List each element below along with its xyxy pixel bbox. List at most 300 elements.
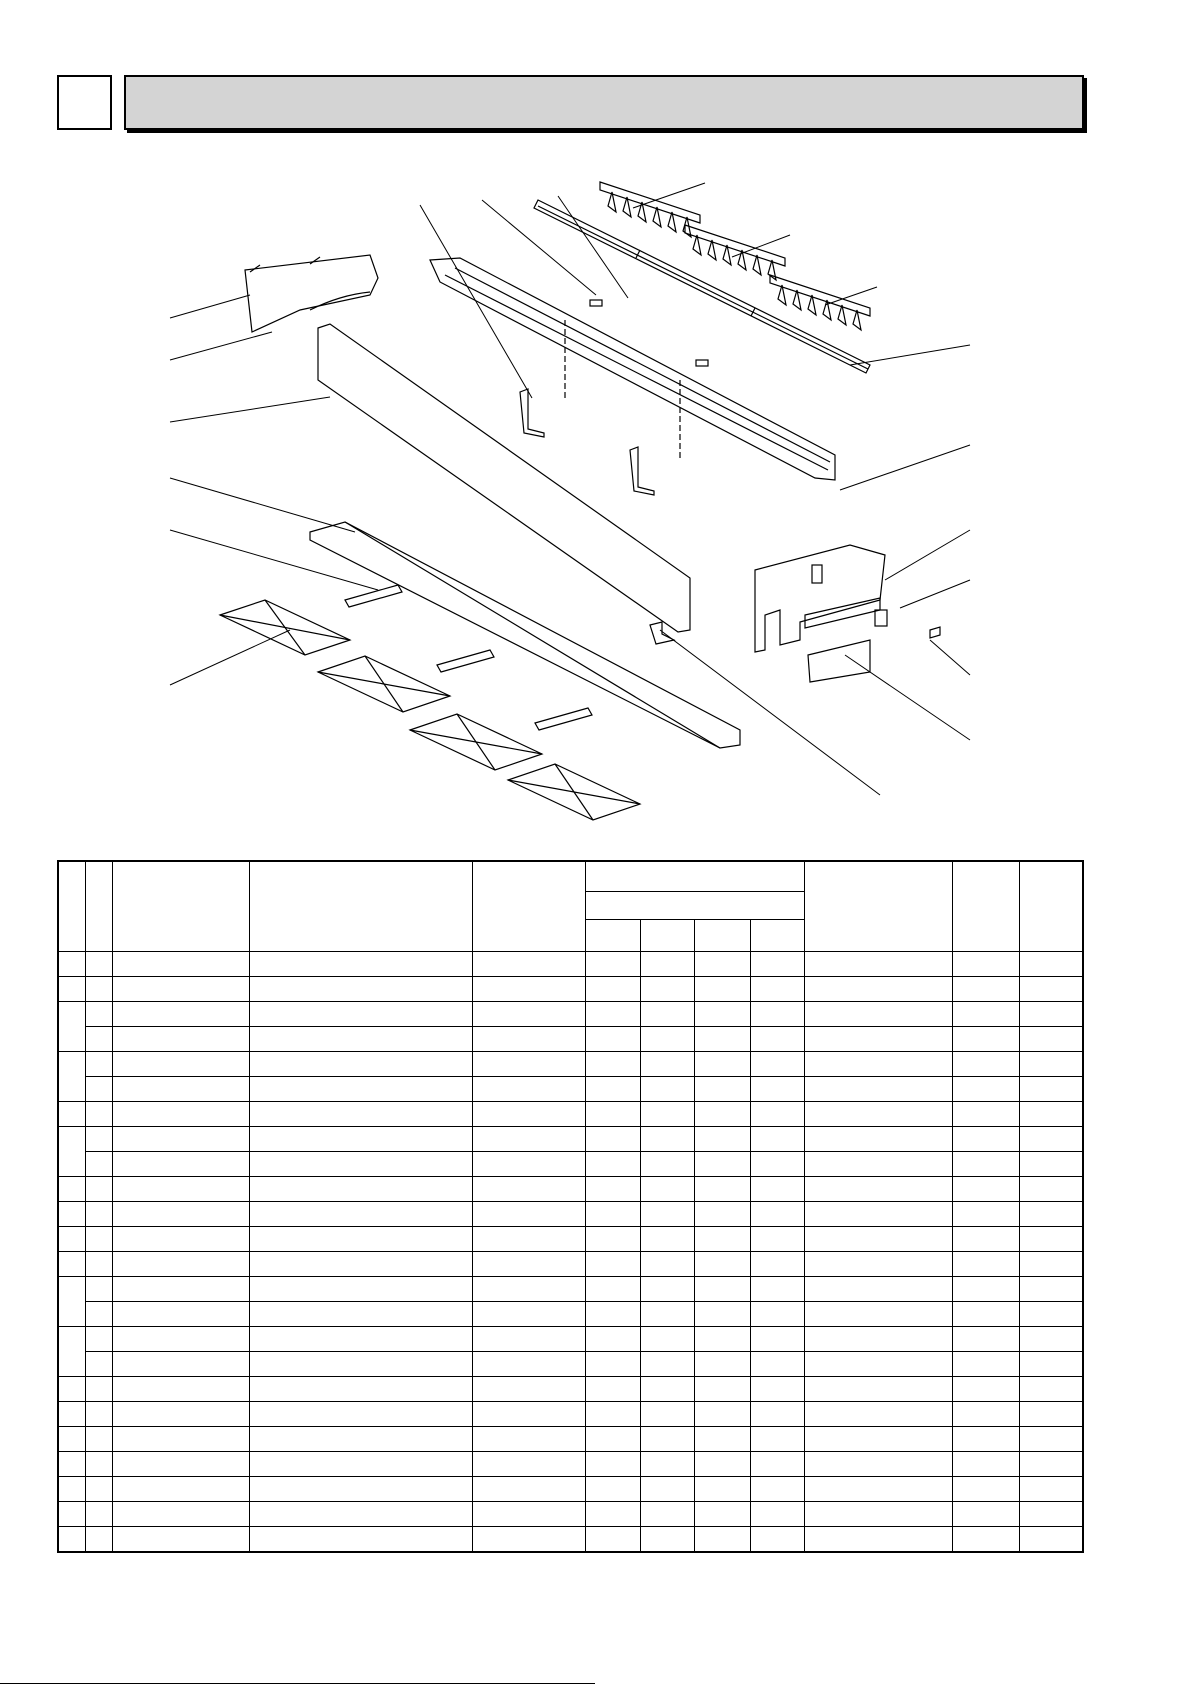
table-cell bbox=[1020, 1201, 1083, 1226]
table-cell bbox=[85, 1176, 112, 1201]
small-parts-right bbox=[808, 610, 940, 682]
table-cell bbox=[472, 1176, 585, 1201]
page-title-bar bbox=[124, 75, 1084, 130]
table-cell bbox=[804, 1476, 952, 1501]
table-cell bbox=[640, 1401, 694, 1426]
table-cell bbox=[695, 1326, 750, 1351]
table-cell bbox=[472, 1476, 585, 1501]
table-cell bbox=[695, 1051, 750, 1076]
table-cell bbox=[472, 951, 585, 976]
table-cell bbox=[85, 1326, 112, 1351]
table-cell bbox=[952, 1426, 1019, 1451]
leader-lines bbox=[170, 183, 970, 795]
table-row bbox=[58, 1026, 1083, 1051]
col-header-model-group bbox=[585, 891, 804, 919]
table-cell bbox=[85, 1001, 112, 1026]
table-cell bbox=[1020, 1401, 1083, 1426]
table-cell bbox=[750, 1076, 804, 1101]
table-cell bbox=[1020, 1476, 1083, 1501]
col-header-wiring bbox=[952, 861, 1019, 951]
table-row bbox=[58, 1426, 1083, 1451]
table-cell bbox=[249, 1276, 472, 1301]
table-cell bbox=[585, 1076, 640, 1101]
table-cell bbox=[1020, 1151, 1083, 1176]
table-cell bbox=[249, 976, 472, 1001]
table-cell bbox=[85, 1401, 112, 1426]
table-cell bbox=[640, 1076, 694, 1101]
table-cell bbox=[640, 1251, 694, 1276]
col-header-model-c bbox=[695, 919, 750, 951]
table-cell bbox=[804, 1501, 952, 1526]
table-cell bbox=[750, 1026, 804, 1051]
table-cell bbox=[695, 1176, 750, 1201]
table-cell bbox=[952, 1526, 1019, 1552]
table-cell bbox=[804, 1326, 952, 1351]
table-cell bbox=[1020, 1051, 1083, 1076]
col-header-sub bbox=[85, 861, 112, 951]
leader-line bbox=[840, 445, 970, 490]
table-cell bbox=[804, 1001, 952, 1026]
table-cell bbox=[804, 1126, 952, 1151]
table-cell bbox=[585, 1201, 640, 1226]
table-cell bbox=[750, 1226, 804, 1251]
table-row bbox=[58, 1276, 1083, 1301]
leader-line bbox=[930, 640, 970, 675]
table-cell bbox=[85, 1251, 112, 1276]
table-cell bbox=[249, 1026, 472, 1051]
table-cell bbox=[750, 1451, 804, 1476]
table-cell bbox=[695, 951, 750, 976]
cell-ref-no bbox=[58, 1176, 85, 1201]
table-cell bbox=[750, 1301, 804, 1326]
table-cell bbox=[249, 1501, 472, 1526]
table-cell bbox=[1020, 1501, 1083, 1526]
table-cell bbox=[472, 1451, 585, 1476]
table-cell bbox=[112, 1101, 249, 1126]
table-cell bbox=[85, 1101, 112, 1126]
table-cell bbox=[112, 1351, 249, 1376]
table-cell bbox=[952, 1226, 1019, 1251]
table-cell bbox=[472, 1001, 585, 1026]
table-cell bbox=[585, 1176, 640, 1201]
vane-shaft bbox=[534, 200, 870, 373]
table-cell bbox=[952, 1451, 1019, 1476]
table-cell bbox=[1020, 1101, 1083, 1126]
table-cell bbox=[804, 1101, 952, 1126]
leader-line bbox=[170, 478, 355, 532]
table-cell bbox=[750, 1426, 804, 1451]
cell-ref-no bbox=[58, 1276, 85, 1326]
table-cell bbox=[249, 1126, 472, 1151]
filter-guides bbox=[345, 585, 592, 730]
table-cell bbox=[249, 1401, 472, 1426]
table-cell bbox=[640, 1426, 694, 1451]
table-cell bbox=[804, 1451, 952, 1476]
table-cell bbox=[750, 1176, 804, 1201]
parts-list-table bbox=[57, 860, 1084, 1553]
table-cell bbox=[85, 1126, 112, 1151]
table-cell bbox=[750, 1351, 804, 1376]
col-header-part-no bbox=[112, 861, 249, 951]
table-row bbox=[58, 1326, 1083, 1351]
table-cell bbox=[249, 1351, 472, 1376]
table-cell bbox=[750, 1501, 804, 1526]
table-cell bbox=[695, 1426, 750, 1451]
table-cell bbox=[695, 1476, 750, 1501]
table-cell bbox=[85, 1501, 112, 1526]
table-cell bbox=[472, 1301, 585, 1326]
table-cell bbox=[952, 1251, 1019, 1276]
table-cell bbox=[750, 951, 804, 976]
cell-ref-no bbox=[58, 1501, 85, 1526]
table-cell bbox=[85, 1426, 112, 1451]
table-cell bbox=[472, 1051, 585, 1076]
table-cell bbox=[1020, 1026, 1083, 1051]
table-row bbox=[58, 1251, 1083, 1276]
table-cell bbox=[112, 1126, 249, 1151]
table-cell bbox=[249, 1201, 472, 1226]
table-cell bbox=[952, 1276, 1019, 1301]
leader-line bbox=[885, 530, 970, 580]
table-cell bbox=[804, 1251, 952, 1276]
table-cell bbox=[804, 976, 952, 1001]
table-cell bbox=[695, 1451, 750, 1476]
table-cell bbox=[112, 1151, 249, 1176]
table-cell bbox=[85, 1276, 112, 1301]
table-cell bbox=[112, 1001, 249, 1026]
table-cell bbox=[585, 1051, 640, 1076]
table-cell bbox=[804, 1076, 952, 1101]
table-cell bbox=[585, 1451, 640, 1476]
table-cell bbox=[952, 1351, 1019, 1376]
table-cell bbox=[585, 1351, 640, 1376]
table-cell bbox=[640, 1301, 694, 1326]
table-cell bbox=[952, 1376, 1019, 1401]
leader-line bbox=[558, 196, 628, 298]
table-cell bbox=[112, 1426, 249, 1451]
table-cell bbox=[249, 1051, 472, 1076]
table-cell bbox=[804, 1226, 952, 1251]
table-row bbox=[58, 1176, 1083, 1201]
table-cell bbox=[640, 951, 694, 976]
table-row bbox=[58, 1301, 1083, 1326]
table-cell bbox=[640, 1176, 694, 1201]
table-cell bbox=[112, 1501, 249, 1526]
cell-ref-no bbox=[58, 1401, 85, 1426]
table-cell bbox=[695, 1226, 750, 1251]
table-cell bbox=[640, 1376, 694, 1401]
table-cell bbox=[472, 1126, 585, 1151]
table-cell bbox=[640, 1051, 694, 1076]
table-row bbox=[58, 1476, 1083, 1501]
table-cell bbox=[85, 1026, 112, 1051]
leader-line bbox=[170, 295, 250, 318]
table-cell bbox=[640, 1151, 694, 1176]
table-cell bbox=[85, 976, 112, 1001]
table-cell bbox=[85, 1226, 112, 1251]
table-cell bbox=[249, 1451, 472, 1476]
table-cell bbox=[695, 976, 750, 1001]
table-cell bbox=[952, 1051, 1019, 1076]
table-cell bbox=[585, 1376, 640, 1401]
intake-grille bbox=[310, 522, 740, 748]
leader-line bbox=[170, 530, 378, 590]
col-header-no bbox=[58, 861, 85, 951]
table-cell bbox=[640, 1276, 694, 1301]
table-cell bbox=[750, 1251, 804, 1276]
table-cell bbox=[640, 1226, 694, 1251]
table-cell bbox=[804, 951, 952, 976]
table-cell bbox=[112, 1401, 249, 1426]
table-cell bbox=[585, 976, 640, 1001]
section-number-box bbox=[57, 75, 112, 130]
leader-line bbox=[482, 200, 596, 295]
table-row bbox=[58, 1351, 1083, 1376]
table-cell bbox=[695, 1276, 750, 1301]
table-cell bbox=[472, 1151, 585, 1176]
table-row bbox=[58, 1526, 1083, 1552]
table-cell bbox=[472, 1326, 585, 1351]
cell-ref-no bbox=[58, 1476, 85, 1501]
table-row bbox=[58, 1101, 1083, 1126]
table-cell bbox=[585, 1226, 640, 1251]
table-cell bbox=[804, 1151, 952, 1176]
cell-ref-no bbox=[58, 1376, 85, 1401]
table-cell bbox=[1020, 1526, 1083, 1552]
table-cell bbox=[952, 951, 1019, 976]
table-cell bbox=[85, 951, 112, 976]
table-cell bbox=[640, 1026, 694, 1051]
table-cell bbox=[112, 1051, 249, 1076]
cell-ref-no bbox=[58, 951, 85, 976]
cell-ref-no bbox=[58, 1451, 85, 1476]
table-cell bbox=[85, 1076, 112, 1101]
table-row bbox=[58, 1001, 1083, 1026]
cell-ref-no bbox=[58, 1326, 85, 1376]
table-cell bbox=[112, 1201, 249, 1226]
table-cell bbox=[472, 1101, 585, 1126]
cell-ref-no bbox=[58, 1426, 85, 1451]
table-cell bbox=[750, 1526, 804, 1552]
table-cell bbox=[1020, 976, 1083, 1001]
table-cell bbox=[804, 1026, 952, 1051]
table-cell bbox=[804, 1351, 952, 1376]
table-cell bbox=[640, 1326, 694, 1351]
leader-line bbox=[170, 397, 330, 422]
table-cell bbox=[472, 1026, 585, 1051]
table-cell bbox=[585, 1476, 640, 1501]
table-row bbox=[58, 1451, 1083, 1476]
table-cell bbox=[750, 1476, 804, 1501]
table-row bbox=[58, 1376, 1083, 1401]
table-cell bbox=[1020, 951, 1083, 976]
table-row bbox=[58, 951, 1083, 976]
table-cell bbox=[585, 1026, 640, 1051]
table-cell bbox=[1020, 1326, 1083, 1351]
table-cell bbox=[112, 1176, 249, 1201]
table-row bbox=[58, 1126, 1083, 1151]
table-cell bbox=[585, 1326, 640, 1351]
table-cell bbox=[472, 1076, 585, 1101]
table-cell bbox=[952, 1026, 1019, 1051]
table-cell bbox=[472, 1276, 585, 1301]
table-cell bbox=[640, 1001, 694, 1026]
cell-ref-no bbox=[58, 1051, 85, 1101]
table-cell bbox=[640, 1351, 694, 1376]
table-cell bbox=[695, 1201, 750, 1226]
table-cell bbox=[249, 1151, 472, 1176]
table-cell bbox=[750, 1326, 804, 1351]
table-cell bbox=[952, 1476, 1019, 1501]
table-cell bbox=[695, 1026, 750, 1051]
table-cell bbox=[750, 1401, 804, 1426]
table-cell bbox=[952, 1201, 1019, 1226]
table-cell bbox=[1020, 1251, 1083, 1276]
table-cell bbox=[804, 1426, 952, 1451]
table-cell bbox=[952, 1176, 1019, 1201]
table-cell bbox=[472, 1201, 585, 1226]
cell-ref-no bbox=[58, 1526, 85, 1552]
col-header-qty-group bbox=[585, 861, 804, 891]
table-cell bbox=[640, 976, 694, 1001]
cell-ref-no bbox=[58, 1201, 85, 1226]
table-cell bbox=[112, 1326, 249, 1351]
table-cell bbox=[112, 951, 249, 976]
table-cell bbox=[85, 1526, 112, 1552]
col-header-specification bbox=[472, 861, 585, 951]
table-cell bbox=[952, 1401, 1019, 1426]
leader-line bbox=[900, 580, 970, 608]
leader-line bbox=[420, 205, 532, 398]
table-row bbox=[58, 1151, 1083, 1176]
table-cell bbox=[695, 1376, 750, 1401]
table-cell bbox=[952, 1301, 1019, 1326]
front-panel-bracket bbox=[650, 622, 674, 644]
table-cell bbox=[1020, 1001, 1083, 1026]
table-cell bbox=[952, 1076, 1019, 1101]
exploded-parts-diagram bbox=[0, 160, 1191, 840]
leader-line bbox=[660, 630, 880, 795]
table-cell bbox=[804, 1051, 952, 1076]
table-cell bbox=[112, 1376, 249, 1401]
table-cell bbox=[585, 951, 640, 976]
right-side-panel bbox=[755, 545, 885, 652]
table-cell bbox=[952, 1501, 1019, 1526]
table-cell bbox=[750, 1376, 804, 1401]
table-cell bbox=[472, 976, 585, 1001]
col-header-model-d bbox=[750, 919, 804, 951]
table-cell bbox=[804, 1301, 952, 1326]
table-cell bbox=[249, 1226, 472, 1251]
table-cell bbox=[585, 1426, 640, 1451]
table-row bbox=[58, 1501, 1083, 1526]
table-cell bbox=[1020, 1351, 1083, 1376]
leader-line bbox=[845, 655, 970, 740]
table-cell bbox=[112, 1526, 249, 1552]
table-row bbox=[58, 1076, 1083, 1101]
table-cell bbox=[695, 1101, 750, 1126]
table-cell bbox=[585, 1251, 640, 1276]
table-cell bbox=[112, 1251, 249, 1276]
table-cell bbox=[472, 1226, 585, 1251]
col-header-model-a bbox=[585, 919, 640, 951]
col-header-recommended bbox=[1020, 861, 1083, 951]
table-cell bbox=[112, 1026, 249, 1051]
front-panel bbox=[318, 324, 690, 632]
table-cell bbox=[85, 1376, 112, 1401]
table-cell bbox=[249, 1251, 472, 1276]
cell-ref-no bbox=[58, 1001, 85, 1051]
table-cell bbox=[695, 1526, 750, 1552]
table-cell bbox=[85, 1351, 112, 1376]
table-cell bbox=[472, 1376, 585, 1401]
table-row bbox=[58, 1401, 1083, 1426]
table-cell bbox=[750, 1151, 804, 1176]
table-cell bbox=[695, 1076, 750, 1101]
table-cell bbox=[952, 1126, 1019, 1151]
table-cell bbox=[472, 1251, 585, 1276]
table-cell bbox=[249, 1426, 472, 1451]
table-cell bbox=[695, 1401, 750, 1426]
table-cell bbox=[249, 1076, 472, 1101]
table-cell bbox=[1020, 1426, 1083, 1451]
table-cell bbox=[952, 976, 1019, 1001]
table-cell bbox=[112, 1226, 249, 1251]
table-cell bbox=[695, 1351, 750, 1376]
brackets bbox=[520, 300, 708, 495]
table-cell bbox=[85, 1201, 112, 1226]
table-cell bbox=[249, 1301, 472, 1326]
table-cell bbox=[640, 1526, 694, 1552]
col-header-remarks bbox=[804, 861, 952, 951]
footer-rule bbox=[0, 1683, 595, 1684]
table-cell bbox=[695, 1251, 750, 1276]
table-cell bbox=[750, 1126, 804, 1151]
table-cell bbox=[750, 1201, 804, 1226]
table-cell bbox=[249, 951, 472, 976]
table-cell bbox=[585, 1001, 640, 1026]
table-cell bbox=[249, 1476, 472, 1501]
table-cell bbox=[249, 1376, 472, 1401]
table-cell bbox=[585, 1526, 640, 1552]
table-cell bbox=[640, 1201, 694, 1226]
table-cell bbox=[585, 1101, 640, 1126]
air-outlet-duct bbox=[430, 258, 835, 480]
parts-table-body bbox=[58, 951, 1083, 1552]
cell-ref-no bbox=[58, 1126, 85, 1176]
table-cell bbox=[112, 1476, 249, 1501]
table-cell bbox=[112, 1451, 249, 1476]
col-header-part-name bbox=[249, 861, 472, 951]
table-cell bbox=[695, 1501, 750, 1526]
table-cell bbox=[952, 1326, 1019, 1351]
table-cell bbox=[952, 1101, 1019, 1126]
table-row bbox=[58, 1226, 1083, 1251]
table-cell bbox=[1020, 1276, 1083, 1301]
table-cell bbox=[640, 1501, 694, 1526]
table-cell bbox=[1020, 1226, 1083, 1251]
table-cell bbox=[585, 1301, 640, 1326]
table-cell bbox=[750, 1276, 804, 1301]
table-cell bbox=[695, 1126, 750, 1151]
table-cell bbox=[85, 1451, 112, 1476]
table-cell bbox=[695, 1001, 750, 1026]
left-side-panel bbox=[245, 255, 378, 332]
table-cell bbox=[804, 1276, 952, 1301]
table-cell bbox=[952, 1151, 1019, 1176]
leader-line bbox=[170, 630, 290, 685]
table-cell bbox=[472, 1526, 585, 1552]
